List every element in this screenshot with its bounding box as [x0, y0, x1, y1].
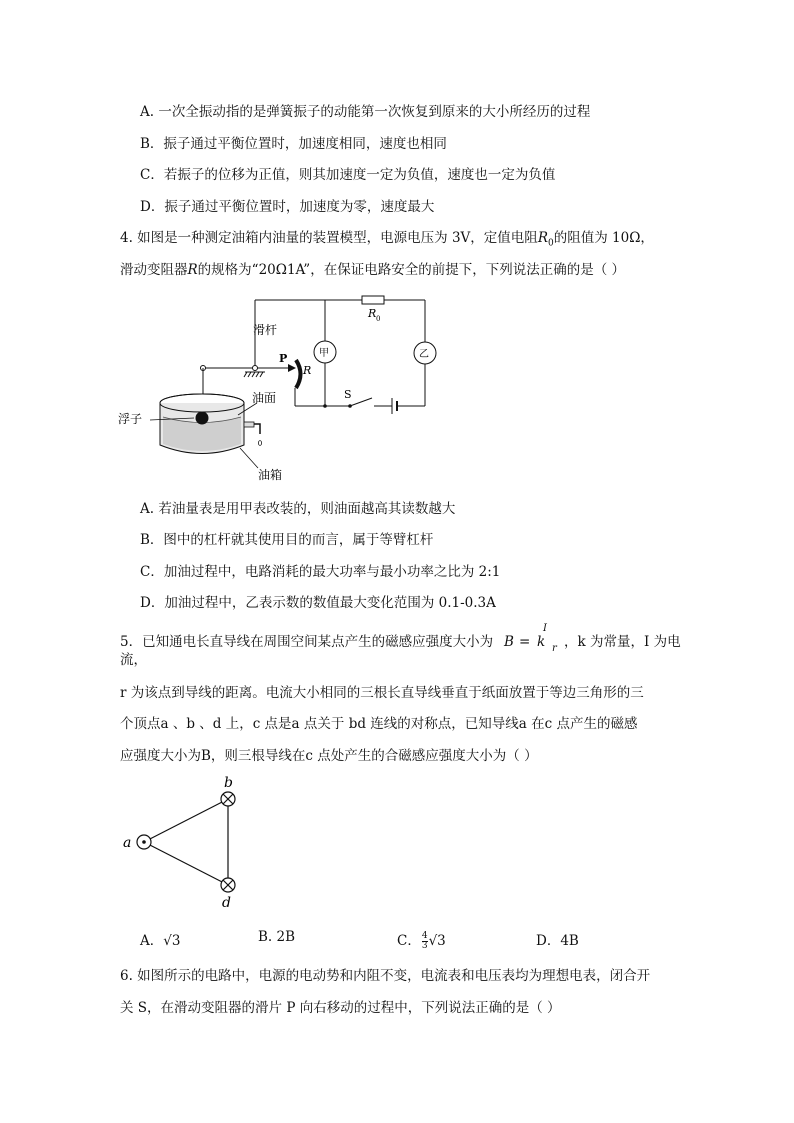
- q5-stem-line1b: 流，: [120, 652, 147, 668]
- q5-formula-k: k: [537, 634, 546, 650]
- label-d: d: [222, 895, 231, 911]
- q5-stem-line2: r 为该点到导线的距离。电流大小相同的三根长直导线垂直于纸面放置于等边三角形的三: [120, 685, 644, 701]
- q5-stem-text-a: 5．已知通电长直导线在周围空间某点产生的磁感应强度大小为: [120, 634, 494, 650]
- q3-option-c: C．若振子的位移为正值，则其加速度一定为负值，速度也一定为负值: [140, 167, 556, 183]
- q5-option-d: D．4B: [536, 933, 579, 949]
- tap-icon: [244, 422, 254, 427]
- q4-option-c: C．加油过程中，电路消耗的最大功率与最小功率之比为 2:1: [140, 564, 501, 580]
- q5-formula-eq: =: [519, 634, 531, 650]
- q5-option-b: B. 2B: [258, 929, 296, 945]
- label-oil-surface: 油面: [252, 391, 277, 405]
- q4-r0-symbol: R: [537, 230, 548, 246]
- q4-stem-text-d: 的规格为“20Ω1A”，在保证电路安全的前提下，下列说法正确的是（ ）: [197, 262, 625, 278]
- q5-formula-i: I: [543, 623, 547, 634]
- q5-triangle-diagram: [115, 775, 255, 915]
- q5-option-c-root: √3: [428, 933, 446, 949]
- switch-s: [350, 398, 372, 406]
- q5-formula-b: B: [504, 634, 514, 650]
- label-r0: R: [368, 307, 377, 320]
- q3-option-d: D．振子通过平衡位置时，加速度为零，速度最大: [140, 199, 435, 215]
- variable-resistor-r: [296, 360, 301, 388]
- q4-option-d: D．加油过程中，乙表示数的数值最大变化范围为 0.1-0.3A: [140, 595, 496, 611]
- q5-formula-r: r: [552, 643, 557, 654]
- q6-stem-line2: 关 S，在滑动变阻器的滑片 P 向右移动的过程中，下列说法正确的是（ ）: [120, 1000, 561, 1016]
- q4-stem-line2: [120, 261, 625, 279]
- label-float: 浮子: [118, 412, 143, 426]
- label-a: a: [123, 835, 132, 851]
- q4-r-symbol: R: [187, 262, 198, 278]
- label-r0-sub: 0: [376, 315, 381, 323]
- q5-option-c-fraction: [422, 932, 428, 951]
- q5-stem-line4: 应强度大小为B，则三根导线在c 点处产生的合磁感应强度大小为（ ）: [120, 748, 538, 764]
- q4-stem-line1: [120, 229, 654, 253]
- q5-option-a: A．√3: [140, 933, 181, 949]
- q5-stem-text-b: ，k 为常量，I 为电: [564, 634, 681, 650]
- q5-option-c-numerator: 4: [421, 931, 428, 941]
- label-s: S: [344, 388, 352, 401]
- q5-option-c-label: C．: [397, 933, 421, 949]
- q5-option-c: [397, 929, 446, 951]
- label-slider: 滑杆: [253, 323, 278, 337]
- q3-option-b: B．振子通过平衡位置时，加速度相同，速度也相同: [140, 136, 447, 152]
- q3-option-a: A. 一次全振动指的是弹簧振子的动能第一次恢复到原来的大小所经历的过程: [140, 104, 591, 120]
- label-p: P: [279, 352, 288, 365]
- q4-oil-gauge-diagram: [110, 290, 450, 490]
- q4-option-b: B．图中的杠杆就其使用目的而言，属于等臂杠杆: [140, 532, 434, 548]
- label-yi: 乙: [419, 349, 429, 360]
- float-ball: [196, 412, 209, 425]
- q4-stem-text-a: 4. 如图是一种测定油箱内油量的装置模型，电源电压为 3V，定值电阻: [120, 230, 538, 246]
- label-jia: 甲: [319, 348, 329, 359]
- q4-r0-subscript: 0: [547, 238, 554, 249]
- label-tank: 油箱: [258, 468, 283, 482]
- q4-stem-text-b: 的阻值为 10Ω，: [553, 230, 654, 246]
- q6-stem-line1: 6. 如图所示的电路中，电源的电动势和内阻不变，电流表和电压表均为理想电表，闭合开: [120, 968, 651, 984]
- q5-option-c-denominator: 3: [421, 941, 428, 951]
- q4-option-a: A. 若油量表是用甲表改装的，则油面越高其读数越大: [140, 501, 456, 517]
- q5-stem-line1: [120, 633, 493, 651]
- q4-stem-text-c: 滑动变阻器: [120, 262, 188, 278]
- q5-stem-line3: 个顶点a 、b 、d 上，c 点是a 点关于 bd 连线的对称点，已知导线a 在c 点产生的磁感: [120, 716, 638, 732]
- label-b: b: [224, 775, 233, 791]
- r0-resistor: [362, 296, 384, 304]
- label-r: R: [303, 364, 312, 377]
